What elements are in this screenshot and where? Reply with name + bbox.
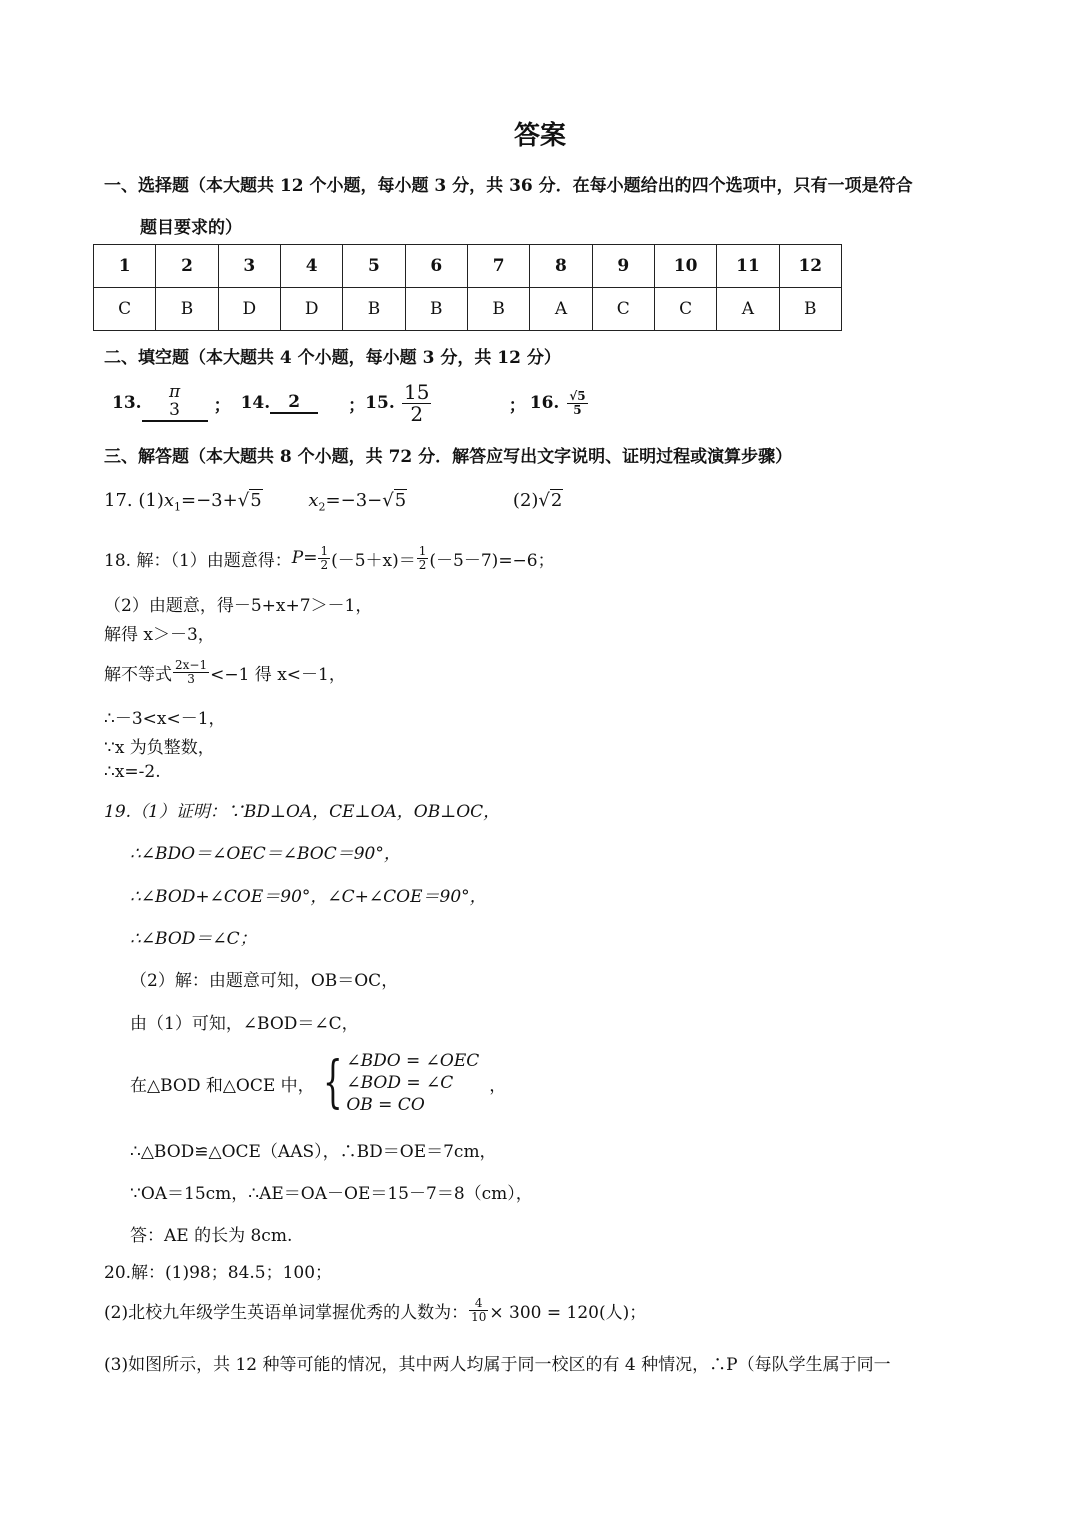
numerator: 2x−1 <box>175 657 208 672</box>
system-equation: ∠BDO = ∠OEC <box>346 1050 480 1071</box>
q15-label: 15. <box>365 393 395 413</box>
question-number: 4 <box>280 245 342 288</box>
q19-line6: 由（1）可知，∠BOD＝∠C， <box>130 1014 359 1034</box>
q18-line3: 解得 x＞－3， <box>104 625 215 645</box>
q18-line4 <box>104 654 346 690</box>
q15-fraction <box>402 379 431 426</box>
q14-label: 14. <box>240 393 271 413</box>
question-number: 2 <box>156 245 218 288</box>
answer-table <box>93 244 842 331</box>
x1-expression: =−3+ <box>181 490 238 511</box>
answer-cell: D <box>280 288 342 331</box>
separator: ； <box>213 395 231 416</box>
question-number: 12 <box>779 245 841 288</box>
section1-heading-cont: 题目要求的） <box>140 218 242 238</box>
system-equation: OB = CO <box>346 1095 425 1116</box>
answer-cell: B <box>779 288 841 331</box>
q17-answer <box>104 490 563 514</box>
q20-line2 <box>104 1290 646 1330</box>
q20-line1: 20.解：(1)98；84.5；100； <box>104 1263 333 1283</box>
q18-line5: ∴－3<x<－1， <box>104 709 226 729</box>
x2-subscript: 2 <box>318 500 326 514</box>
answer-cell: C <box>592 288 654 331</box>
q13-denominator: 3 <box>169 400 180 420</box>
q13-label: 13. <box>112 393 142 413</box>
numerator: 1 <box>320 543 329 558</box>
numerator: 1 <box>418 543 427 558</box>
equals: = <box>303 548 318 568</box>
fill-in-answers <box>112 378 589 428</box>
sqrt-symbol: √5 <box>382 490 407 511</box>
answer-cell: C <box>654 288 716 331</box>
q20-line3: (3)如图所示，共 12 种等可能的情况，其中两人均属于同一校区的有 4 种情况，∴P（每队学生属于同一 <box>104 1355 891 1375</box>
q18-line7: ∴x=-2. <box>104 762 161 782</box>
q13-fraction <box>167 384 182 420</box>
section2-heading: 二、填空题（本大题共 4 个小题，每小题 3 分，共 12 分） <box>104 348 561 368</box>
q20-intro: (2)北校九年级学生英语单词掌握优秀的人数为： <box>104 1302 469 1323</box>
equation-system <box>346 1050 479 1116</box>
question-number: 11 <box>717 245 779 288</box>
question-number: 3 <box>218 245 280 288</box>
answer-table-answer-row <box>94 288 842 331</box>
q19-line7 <box>130 1048 506 1118</box>
q18-intro: 18. 解：（1）由题意得： <box>104 550 292 571</box>
q17-part2-label: (2) <box>512 490 539 511</box>
answer-cell: C <box>94 288 156 331</box>
q14-answer: 2 <box>270 392 318 414</box>
q19-line8: ∴△BOD≌△OCE（AAS），∴BD＝OE＝7cm， <box>130 1142 497 1162</box>
q13-numerator: π <box>168 382 181 403</box>
question-number: 10 <box>654 245 716 288</box>
answer-cell: A <box>717 288 779 331</box>
separator: ； <box>348 395 366 416</box>
x2-expression: =−3− <box>325 490 383 511</box>
page-title: 答案 <box>513 121 566 151</box>
x1-var: x <box>163 490 175 511</box>
inequality-result: <−1 得 x<－1， <box>210 664 346 685</box>
question-number: 7 <box>467 245 529 288</box>
left-brace: { <box>322 1050 343 1115</box>
answer-cell: D <box>218 288 280 331</box>
q19-line10: 答：AE 的长为 8cm. <box>130 1226 293 1246</box>
radicand: 5 <box>250 490 262 511</box>
q16-label: 16. <box>529 393 560 413</box>
q17-part1-label: 17. (1) <box>104 490 164 511</box>
answer-cell: B <box>405 288 467 331</box>
numerator: 4 <box>469 1297 488 1311</box>
answer-cell: B <box>343 288 405 331</box>
q19-line4: ∴∠BOD＝∠C； <box>130 929 257 949</box>
q13-answer <box>142 384 208 422</box>
triangle-intro: 在△BOD 和△OCE 中， <box>130 1075 315 1096</box>
q15-denominator: 2 <box>410 401 424 426</box>
q19-line9: ∵OA＝15cm，∴AE＝OA－OE＝15－7＝8（cm）， <box>130 1184 533 1204</box>
radicand: 5 <box>394 490 407 511</box>
radicand: 2 <box>550 490 563 511</box>
q15-answer <box>395 379 439 426</box>
question-number: 1 <box>94 245 156 288</box>
q19-line1: 19.（1）证明：∵BD⊥OA，CE⊥OA，OB⊥OC， <box>104 802 501 822</box>
q20-fraction <box>469 1297 488 1323</box>
answer-cell: B <box>156 288 218 331</box>
answer-cell: A <box>530 288 592 331</box>
q18-line6: ∵x 为负整数， <box>104 738 215 758</box>
question-number: 8 <box>530 245 592 288</box>
answer-cell: B <box>467 288 529 331</box>
x1-subscript: 1 <box>174 500 182 514</box>
q19-line2: ∴∠BDO＝∠OEC＝∠BOC＝90°， <box>130 844 401 864</box>
separator: ； <box>508 395 526 416</box>
denominator: 10 <box>471 1309 487 1324</box>
system-equation: ∠BOD = ∠C <box>346 1072 454 1093</box>
q18-line1 <box>104 540 555 576</box>
denominator: 2 <box>418 557 427 572</box>
half-fraction <box>417 545 429 571</box>
answer-table-header-row <box>94 245 842 288</box>
denominator: 3 <box>187 671 195 686</box>
q19-line3: ∴∠BOD+∠COE＝90°，∠C+∠COE＝90°， <box>130 887 487 907</box>
expression-result: (－5－7)=−6； <box>429 550 555 571</box>
q20-result: × 300 = 120(人)； <box>489 1302 647 1323</box>
q19-line5: （2）解：由题意可知，OB＝OC， <box>130 971 399 991</box>
section1-heading: 一、选择题（本大题共 12 个小题，每小题 3 分，共 36 分．在每小题给出的四个选项中，只有一项是符合 <box>104 176 913 196</box>
q16-numerator: √5 <box>569 388 586 403</box>
q18-line2: （2）由题意，得－5+x+7＞－1， <box>104 596 373 616</box>
expression: (－5＋x)＝ <box>331 550 416 571</box>
half-fraction <box>318 545 330 571</box>
denominator: 2 <box>320 557 329 572</box>
sqrt-symbol: √2 <box>538 490 563 511</box>
x2-var: x <box>308 490 319 511</box>
question-number: 6 <box>405 245 467 288</box>
inequality-intro: 解不等式 <box>104 664 172 685</box>
comma: ， <box>489 1075 507 1096</box>
section3-heading: 三、解答题（本大题共 8 个小题，共 72 分．解答应写出文字说明、证明过程或演算步骤） <box>104 447 793 467</box>
q16-fraction <box>567 390 587 416</box>
inequality-fraction <box>173 659 209 685</box>
question-number: 9 <box>592 245 654 288</box>
p-var: P <box>291 548 304 568</box>
q16-denominator: 5 <box>573 402 582 417</box>
q15-numerator: 15 <box>404 379 430 404</box>
question-number: 5 <box>343 245 405 288</box>
sqrt-symbol: √5 <box>237 490 262 511</box>
